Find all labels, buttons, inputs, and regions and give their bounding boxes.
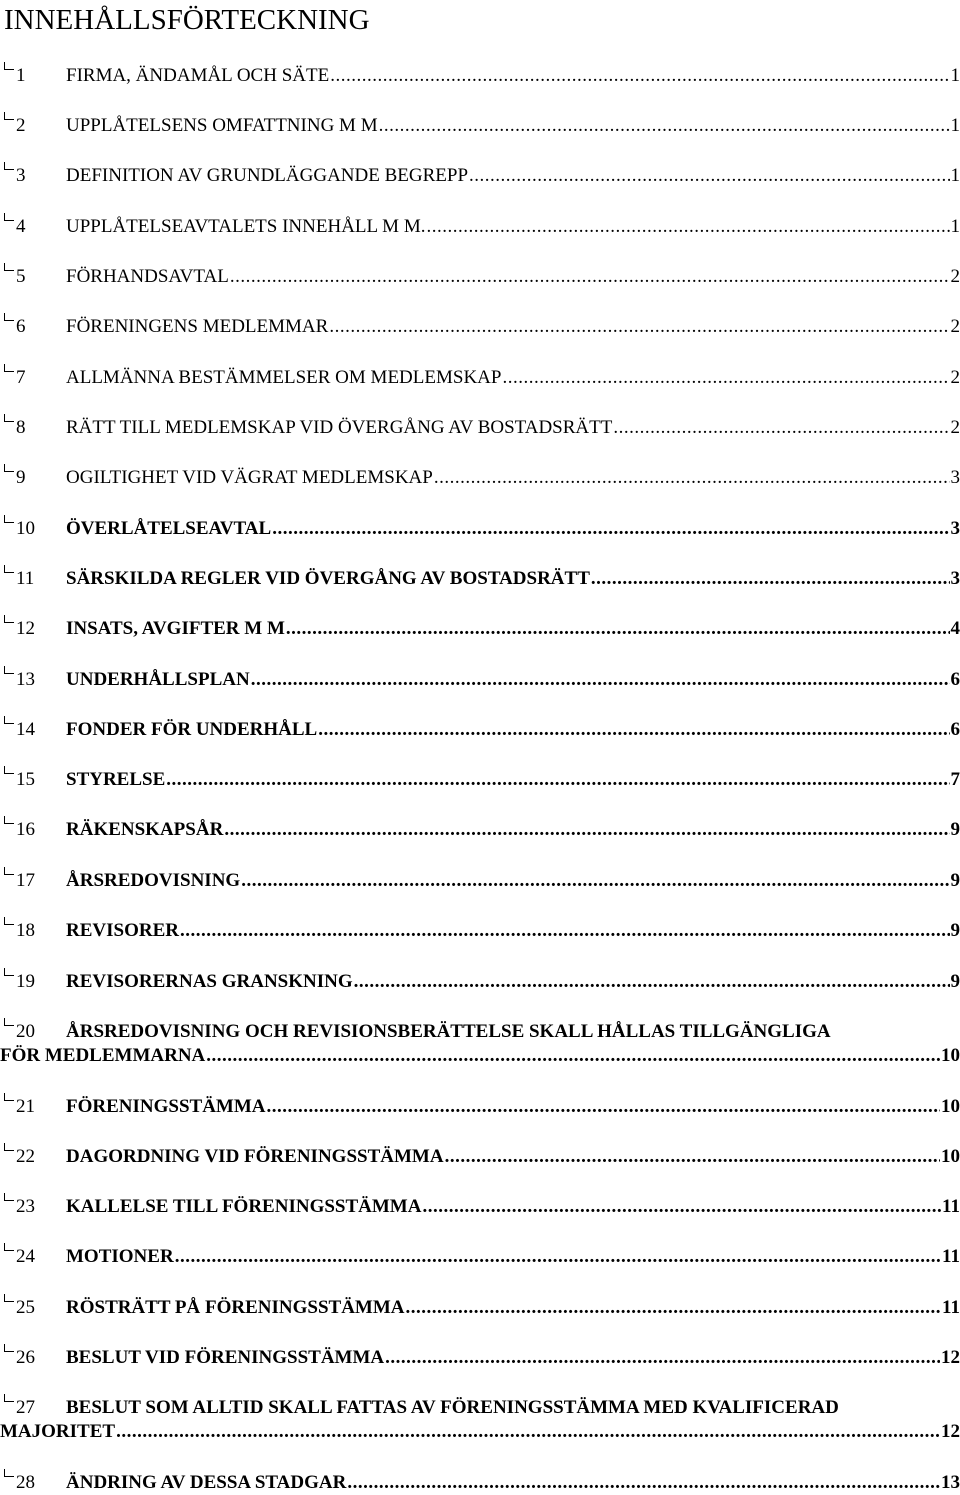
entry-marker-icon xyxy=(4,1193,14,1201)
toc-entry[interactable] xyxy=(4,114,960,138)
dot-leader xyxy=(180,919,950,943)
entry-number: 6 xyxy=(16,316,26,337)
entry-page: 2 xyxy=(950,316,960,337)
toc-entry[interactable] xyxy=(4,869,960,893)
entry-page: 1 xyxy=(950,165,960,186)
toc-entry[interactable] xyxy=(4,768,960,792)
entry-page: 6 xyxy=(950,669,960,690)
toc-entry[interactable] xyxy=(4,1145,960,1169)
toc-entry[interactable] xyxy=(4,1245,960,1269)
entry-page: 3 xyxy=(950,518,960,539)
entry-title: FIRMA, ÄNDAMÅL OCH SÄTE xyxy=(66,65,330,86)
entry-title: REVISORER xyxy=(66,920,179,941)
entry-marker-icon xyxy=(4,716,14,724)
toc-entry[interactable] xyxy=(0,1020,960,1068)
entry-title: ALLMÄNNA BESTÄMMELSER OM MEDLEMSKAP xyxy=(66,367,502,388)
dot-leader xyxy=(502,366,949,390)
dot-leader xyxy=(166,768,949,792)
dot-leader xyxy=(329,315,949,339)
entry-marker-icon xyxy=(4,917,14,925)
entry-page: 1 xyxy=(950,65,960,86)
entry-page: 9 xyxy=(950,920,960,941)
dot-leader xyxy=(591,567,950,591)
entry-number: 9 xyxy=(16,467,26,488)
entry-marker-icon xyxy=(4,62,14,70)
entry-marker-icon xyxy=(4,1143,14,1151)
entry-marker-icon xyxy=(4,263,14,271)
toc-entry[interactable] xyxy=(4,1195,960,1219)
entry-title: DEFINITION AV GRUNDLÄGGANDE BEGREPP xyxy=(66,165,469,186)
entry-number: 28 xyxy=(16,1472,35,1493)
toc-entry[interactable] xyxy=(4,617,960,641)
entry-page: 13 xyxy=(941,1472,960,1493)
toc-entry[interactable] xyxy=(4,970,960,994)
entry-title: ÅRSREDOVISNING xyxy=(66,870,241,891)
entry-number: 23 xyxy=(16,1196,35,1217)
entry-marker-icon xyxy=(4,766,14,774)
entry-marker-icon xyxy=(4,1344,14,1352)
entry-number: 24 xyxy=(16,1246,35,1267)
dot-leader xyxy=(267,1095,940,1119)
entry-page: 10 xyxy=(941,1096,960,1117)
toc-entry[interactable] xyxy=(4,1346,960,1370)
entry-title: UPPLÅTELSEAVTALETS INNEHÅLL M M. xyxy=(66,216,426,237)
entry-number: 10 xyxy=(16,518,35,539)
dot-leader xyxy=(347,1471,940,1495)
entry-page: 9 xyxy=(950,870,960,891)
entry-page: 11 xyxy=(942,1297,960,1318)
entry-title: FÖRHANDSAVTAL xyxy=(66,266,229,287)
toc-entry[interactable] xyxy=(4,567,960,591)
entry-marker-icon xyxy=(4,162,14,170)
entry-number: 19 xyxy=(16,971,35,992)
entry-page: 3 xyxy=(950,467,960,488)
dot-leader xyxy=(445,1145,940,1169)
entry-marker-icon xyxy=(4,1093,14,1101)
entry-marker-icon xyxy=(4,1243,14,1251)
dot-leader xyxy=(286,617,950,641)
entry-page: 3 xyxy=(950,568,960,589)
entry-title: RÖSTRÄTT PÅ FÖRENINGSSTÄMMA xyxy=(66,1297,405,1318)
entry-marker-icon xyxy=(4,867,14,875)
entry-marker-icon xyxy=(4,313,14,321)
entry-marker-icon xyxy=(4,816,14,824)
entry-page: 7 xyxy=(950,769,960,790)
entry-number: 11 xyxy=(16,568,35,589)
entry-number: 25 xyxy=(16,1297,35,1318)
entry-marker-icon xyxy=(4,968,14,976)
entry-marker-icon xyxy=(4,213,14,221)
entry-number: 26 xyxy=(16,1347,35,1368)
dot-leader xyxy=(272,517,949,541)
entry-number: 1 xyxy=(16,65,26,86)
entry-title: UPPLÅTELSENS OMFATTNING M M xyxy=(66,115,378,136)
dot-leader xyxy=(230,265,950,289)
toc-entry[interactable] xyxy=(4,466,960,490)
entry-number: 15 xyxy=(16,769,35,790)
entry-title: FÖRENINGENS MEDLEMMAR xyxy=(66,316,329,337)
entry-number: 7 xyxy=(16,367,26,388)
entry-page: 10 xyxy=(941,1045,960,1066)
dot-leader xyxy=(175,1245,941,1269)
entry-title: INSATS, AVGIFTER M M xyxy=(66,618,285,639)
entry-page: 9 xyxy=(950,819,960,840)
toc-entry[interactable] xyxy=(4,315,960,339)
toc-entry[interactable] xyxy=(4,1471,960,1495)
entry-title: UNDERHÅLLSPLAN xyxy=(66,669,250,690)
dot-leader xyxy=(206,1044,940,1068)
entry-marker-icon xyxy=(4,414,14,422)
entry-page: 11 xyxy=(942,1196,960,1217)
entry-title: RÄTT TILL MEDLEMSKAP VID ÖVERGÅNG AV BOSTADSRÄTT xyxy=(66,417,613,438)
entry-title: DAGORDNING VID FÖRENINGSSTÄMMA xyxy=(66,1146,444,1167)
entry-title: ÅRSREDOVISNING OCH REVISIONSBERÄTTELSE SKALL HÅLLAS TILLGÄNGLIGA xyxy=(66,1021,831,1042)
toc-entry[interactable] xyxy=(4,1095,960,1119)
dot-leader xyxy=(354,970,950,994)
entry-number: 17 xyxy=(16,870,35,891)
entry-page: 1 xyxy=(950,216,960,237)
entry-title: BESLUT VID FÖRENINGSSTÄMMA xyxy=(66,1347,385,1368)
entry-number: 22 xyxy=(16,1146,35,1167)
entry-number: 16 xyxy=(16,819,35,840)
entry-number: 2 xyxy=(16,115,26,136)
entry-marker-icon xyxy=(4,666,14,674)
dot-leader xyxy=(434,466,950,490)
entry-title: REVISORERNAS GRANSKNING xyxy=(66,971,353,992)
entry-title: ÄNDRING AV DESSA STADGAR xyxy=(66,1472,347,1493)
entry-page: 12 xyxy=(941,1421,960,1442)
dot-leader xyxy=(241,869,949,893)
entry-page: 10 xyxy=(941,1146,960,1167)
toc-entry[interactable] xyxy=(4,265,960,289)
toc-entry[interactable] xyxy=(4,64,960,88)
entry-title: KALLELSE TILL FÖRENINGSSTÄMMA xyxy=(66,1196,422,1217)
toc-entry[interactable] xyxy=(4,164,960,188)
entry-title: FONDER FÖR UNDERHÅLL xyxy=(66,719,318,740)
entry-title: OGILTIGHET VID VÄGRAT MEDLEMSKAP xyxy=(66,467,433,488)
entry-number: 5 xyxy=(16,266,26,287)
toc-entry[interactable] xyxy=(4,366,960,390)
toc-entry[interactable] xyxy=(4,1296,960,1320)
dot-leader xyxy=(426,215,949,239)
entry-title: MOTIONER xyxy=(66,1246,174,1267)
entry-number: 8 xyxy=(16,417,26,438)
entry-marker-icon xyxy=(4,1394,14,1402)
entry-number: 3 xyxy=(16,165,26,186)
entry-page: 9 xyxy=(950,971,960,992)
entry-page: 4 xyxy=(950,618,960,639)
entry-title-continued: FÖR MEDLEMMARNA xyxy=(0,1045,206,1066)
entry-page: 2 xyxy=(950,417,960,438)
entry-page: 6 xyxy=(950,719,960,740)
entry-title: FÖRENINGSSTÄMMA xyxy=(66,1096,266,1117)
dot-leader xyxy=(116,1420,940,1444)
page-title: INNEHÅLLSFÖRTECKNING xyxy=(4,4,370,36)
dot-leader xyxy=(224,818,949,842)
entry-title: SÄRSKILDA REGLER VID ÖVERGÅNG AV BOSTADSRÄTT xyxy=(66,568,590,589)
entry-title: RÄKENSKAPSÅR xyxy=(66,819,224,840)
entry-number: 20 xyxy=(16,1021,35,1042)
entry-page: 12 xyxy=(941,1347,960,1368)
toc-entry[interactable] xyxy=(4,215,960,239)
dot-leader xyxy=(385,1346,940,1370)
entry-marker-icon xyxy=(4,515,14,523)
entry-number: 12 xyxy=(16,618,35,639)
entry-marker-icon xyxy=(4,565,14,573)
dot-leader xyxy=(469,164,949,188)
entry-marker-icon xyxy=(4,112,14,120)
dot-leader xyxy=(379,114,950,138)
entry-page: 2 xyxy=(950,367,960,388)
entry-page: 2 xyxy=(950,266,960,287)
entry-number: 21 xyxy=(16,1096,35,1117)
entry-number: 27 xyxy=(16,1397,35,1418)
dot-leader xyxy=(406,1296,942,1320)
entry-title: BESLUT SOM ALLTID SKALL FATTAS AV FÖRENINGSSTÄMMA MED KVALIFICERAD xyxy=(66,1397,839,1418)
toc-entry[interactable] xyxy=(4,416,960,440)
entry-marker-icon xyxy=(4,1469,14,1477)
entry-title: STYRELSE xyxy=(66,769,166,790)
entry-number: 14 xyxy=(16,719,35,740)
toc-entry[interactable] xyxy=(4,517,960,541)
entry-number: 4 xyxy=(16,216,26,237)
toc-entry[interactable] xyxy=(4,668,960,692)
entry-marker-icon xyxy=(4,1018,14,1026)
entry-marker-icon xyxy=(4,615,14,623)
entry-title-continued: MAJORITET xyxy=(0,1421,116,1442)
toc-entry[interactable] xyxy=(4,919,960,943)
entry-marker-icon xyxy=(4,364,14,372)
entry-number: 13 xyxy=(16,669,35,690)
entry-marker-icon xyxy=(4,464,14,472)
entry-marker-icon xyxy=(4,1294,14,1302)
toc-entry[interactable] xyxy=(4,818,960,842)
dot-leader xyxy=(318,718,949,742)
dot-leader xyxy=(330,64,949,88)
toc-entry[interactable] xyxy=(0,1396,960,1444)
entry-page: 1 xyxy=(950,115,960,136)
dot-leader xyxy=(422,1195,941,1219)
entry-title: ÖVERLÅTELSEAVTAL xyxy=(66,518,272,539)
dot-leader xyxy=(613,416,949,440)
entry-number: 18 xyxy=(16,920,35,941)
dot-leader xyxy=(251,668,950,692)
entry-page: 11 xyxy=(942,1246,960,1267)
toc-entry[interactable] xyxy=(4,718,960,742)
